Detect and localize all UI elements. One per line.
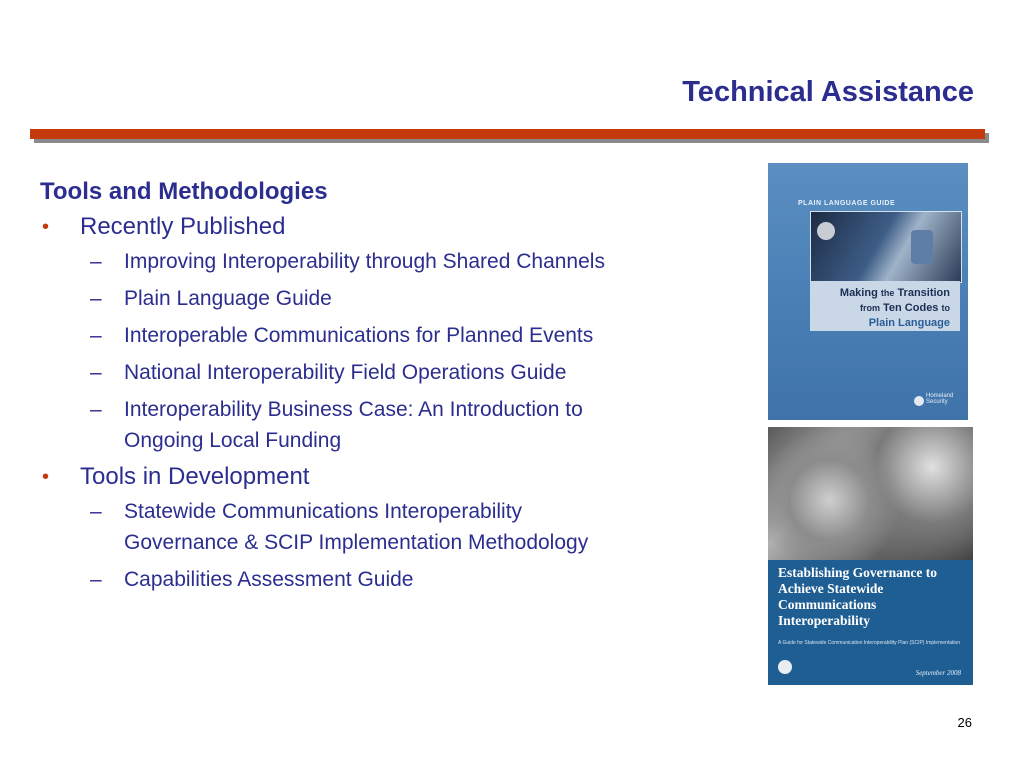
cover-date: September 2008 xyxy=(915,669,961,677)
dhs-seal-icon xyxy=(778,660,792,674)
sub-item: – Improving Interoperability through Shared Channels xyxy=(90,250,605,273)
sub-item: – Interoperability Business Case: An Introduction to Ongoing Local Funding xyxy=(90,398,583,452)
title-rule xyxy=(30,129,985,139)
cover-subtitle-box xyxy=(810,281,960,331)
cover-tagline: A Guide for Statewide Communication Interoperability Plan (SCIP) Implementation xyxy=(778,640,961,646)
bullet-recently-published xyxy=(40,212,640,242)
sub-item: – National Interoperability Field Operations Guide xyxy=(90,361,567,384)
sub-item-text: Improving Interoperability through Shared Channels xyxy=(124,250,605,273)
cover-header: PLAIN LANGUAGE GUIDE xyxy=(798,200,896,207)
sub-item-text: Interoperable Communications for Planned Events xyxy=(124,324,594,347)
sub-item: – Plain Language Guide xyxy=(90,287,332,310)
governance-guide-cover xyxy=(768,427,973,685)
sub-item-text: Capabilities Assessment Guide xyxy=(124,568,414,591)
badge-icon xyxy=(817,222,835,240)
cover-subtitle: Making the Transition from Ten Codes to Plain Language xyxy=(839,287,950,329)
bullet-dot: • xyxy=(42,216,50,238)
sub-item: – Capabilities Assessment Guide xyxy=(90,568,414,591)
sub-item-text: National Interoperability Field Operations Guide xyxy=(124,361,567,384)
sub-item: – Interoperable Communications for Planned Events xyxy=(90,324,594,347)
collage-photo xyxy=(768,427,973,560)
page-number: 26 xyxy=(957,715,972,730)
radio-icon xyxy=(911,230,933,264)
slide-title: Technical Assistance xyxy=(682,76,974,108)
cover-title: Establishing Governance to Achieve Statewide Communications Interoperability xyxy=(778,565,938,628)
sub-item-text: Plain Language Guide xyxy=(124,287,332,310)
officers-photo xyxy=(810,211,962,283)
bullet-label: Tools in Development xyxy=(80,463,310,490)
bullet-label: Recently Published xyxy=(80,213,286,240)
bullet-tools-in-development xyxy=(40,462,640,492)
sub-item-text: Interoperability Business Case: An Introduction to Ongoing Local Funding xyxy=(124,398,583,452)
agency-logo-text: Homeland Security xyxy=(926,393,954,405)
plain-language-guide-cover xyxy=(768,163,968,420)
sub-item: – Statewide Communications Interoperability Governance & SCIP Implementation Methodology xyxy=(90,500,589,554)
dhs-seal-icon xyxy=(914,396,924,406)
sub-item-text: Statewide Communications Interoperability Governance & SCIP Implementation Methodology xyxy=(124,500,589,554)
bullet-dot: • xyxy=(42,466,50,488)
slide-content xyxy=(40,178,640,601)
section-heading: Tools and Methodologies xyxy=(40,178,328,205)
